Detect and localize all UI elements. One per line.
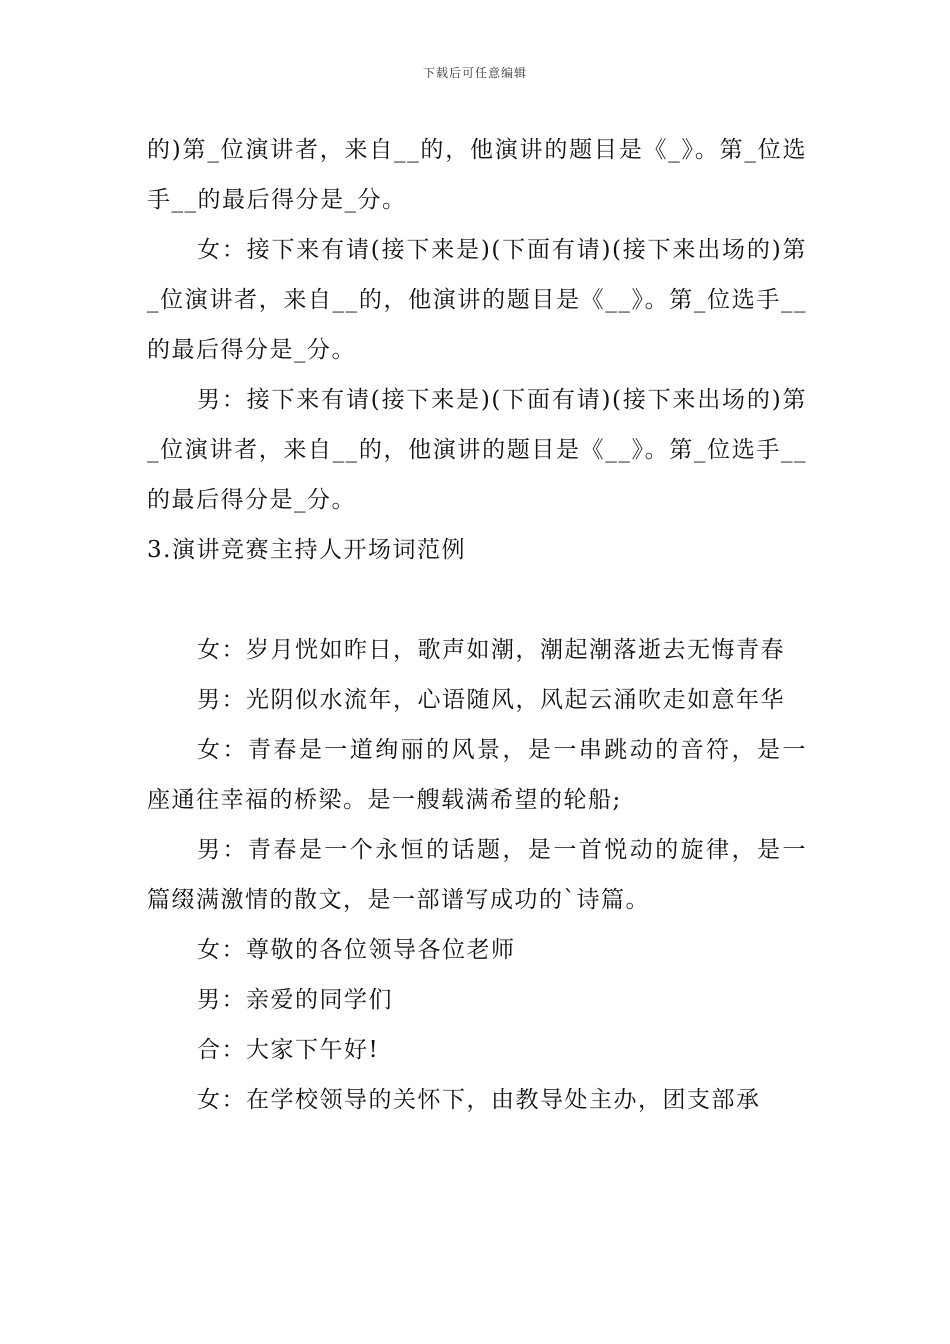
paragraph-female-youth: 女：青春是一道绚丽的风景，是一串跳动的音符，是一座通往幸福的桥梁。是一艘载满希望的轮船; [147, 737, 807, 813]
paragraph-male-time: 男：光阴似水流年，心语随风，风起云涌吹走如意年华 [197, 687, 785, 713]
paragraph-continuation: 的)第_位演讲者，来自__的，他演讲的题目是《_》。第_位选手__的最后得分是_分。 [147, 137, 807, 213]
paragraph-female-host: 女：在学校领导的关怀下，由教导处主办，团支部承 [197, 1087, 761, 1113]
paragraph-male-intro: 男：接下来有请(接下来是)(下面有请)(接下来出场的)第_位演讲者，来自__的，他演讲的题目是《__》。第_位选手__的最后得分是_分。 [147, 387, 807, 513]
paragraph-female-intro: 女：接下来有请(接下来是)(下面有请)(接下来出场的)第_位演讲者，来自__的，他演讲的题目是《__》。第_位选手__的最后得分是_分。 [147, 237, 807, 363]
document-body [147, 125, 807, 1125]
blank-line [147, 575, 807, 625]
page-header: 下载后可任意编辑 [422, 66, 527, 80]
paragraph-female-years: 女：岁月恍如昨日，歌声如潮，潮起潮落逝去无悔青春 [197, 637, 785, 663]
section-heading: 3.演讲竞赛主持人开场词范例 [147, 537, 466, 563]
paragraph-together-greeting: 合：大家下午好! [197, 1037, 380, 1063]
paragraph-male-youth: 男：青春是一个永恒的话题，是一首悦动的旋律，是一篇缀满激情的散文，是一部谱写成功的`诗篇。 [147, 837, 807, 913]
paragraph-female-leaders: 女：尊敬的各位领导各位老师 [197, 937, 516, 963]
paragraph-male-students: 男：亲爱的同学们 [197, 987, 393, 1013]
